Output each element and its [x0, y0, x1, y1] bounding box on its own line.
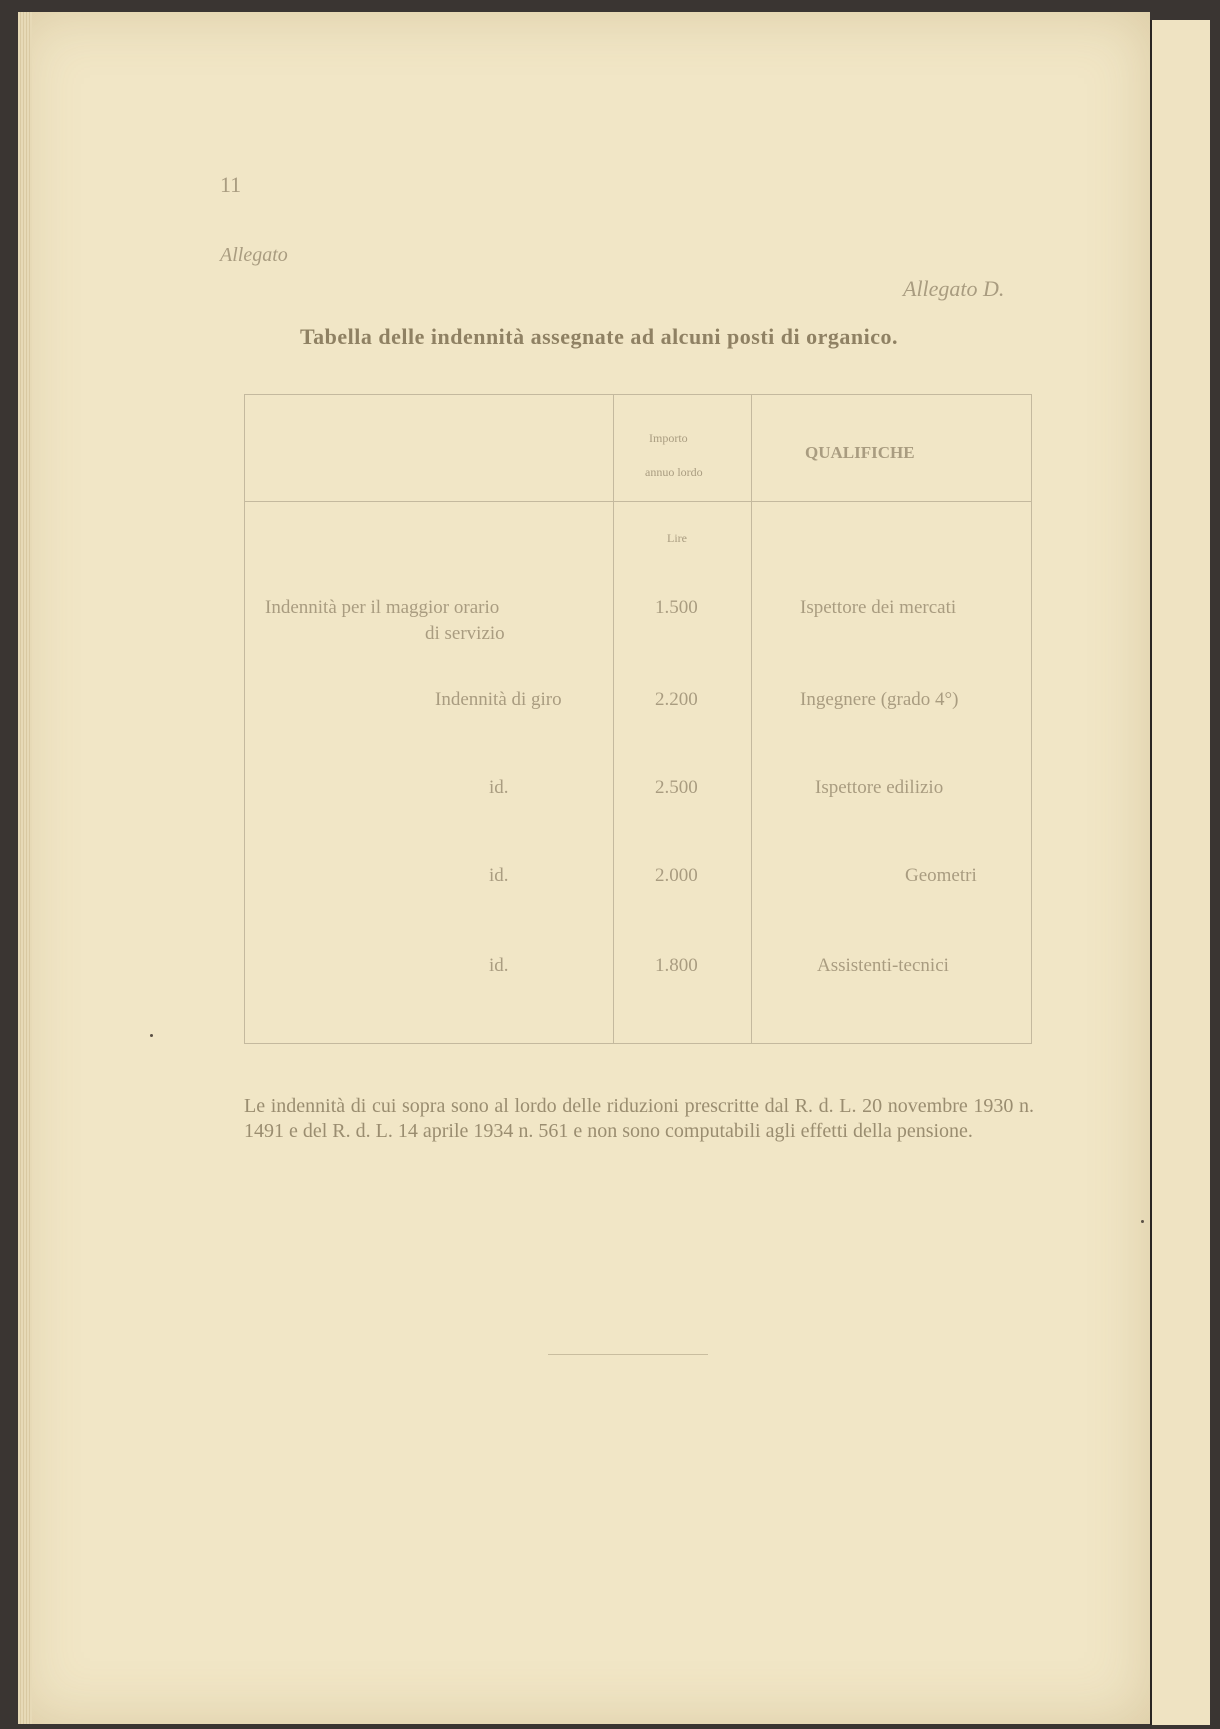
table-title: Tabella delle indennità assegnate ad alcuni posti di organico. [300, 324, 898, 349]
row-titolo: Indennità di giro [435, 689, 562, 710]
row-qualifica: Ispettore dei mercati [800, 597, 957, 618]
row-qualifica: Assistenti-tecnici [817, 955, 949, 976]
row-qualifica: Ingegnere (grado 4°) [800, 689, 959, 710]
separator-rule [548, 1354, 708, 1355]
header-importo: Importo [649, 431, 688, 445]
row-titolo: Indennità per il maggior orario [265, 597, 500, 618]
document-page [18, 12, 1150, 1724]
paper-speck [150, 1034, 153, 1037]
page-edge [18, 12, 32, 1724]
row-importo: 2.200 [655, 689, 698, 710]
row-qualifica: Geometri [905, 865, 977, 886]
row-titolo: id. [489, 955, 509, 976]
row-titolo-cont: di servizio [425, 623, 505, 644]
bleed-through-text [254, 1200, 1034, 1240]
next-page-edge [1150, 20, 1210, 1725]
row-qualifica: Ispettore edilizio [815, 777, 944, 798]
header-qualifiche: QUALIFICHE [805, 443, 915, 462]
row-titolo: id. [489, 777, 509, 798]
row-importo: 1.500 [655, 597, 698, 618]
row-titolo: id. [489, 865, 509, 886]
appendix-label: Allegato D. [903, 276, 1005, 301]
row-importo: 1.800 [655, 955, 698, 976]
paper-speck [1141, 1220, 1144, 1223]
header-importo-sub: annuo lordo [645, 465, 703, 479]
footnote-paragraph: Le indennità di cui sopra sono al lordo delle riduzioni prescritte dal R. d. L. 20 novembre 1930 n. 1491 e del R. d. L. 14 aprile 1934 n. 561 e non sono computabili agli effetti della pensione. [244, 1095, 1034, 1142]
section-label: Allegato [220, 244, 288, 266]
page-number: 11 [220, 172, 242, 197]
header-divider [245, 501, 1031, 502]
column-divider [613, 395, 614, 1043]
allowance-table [244, 394, 1032, 1044]
unit-label: Lire [667, 531, 687, 545]
row-importo: 2.500 [655, 777, 698, 798]
column-divider [751, 395, 752, 1043]
row-importo: 2.000 [655, 865, 698, 886]
